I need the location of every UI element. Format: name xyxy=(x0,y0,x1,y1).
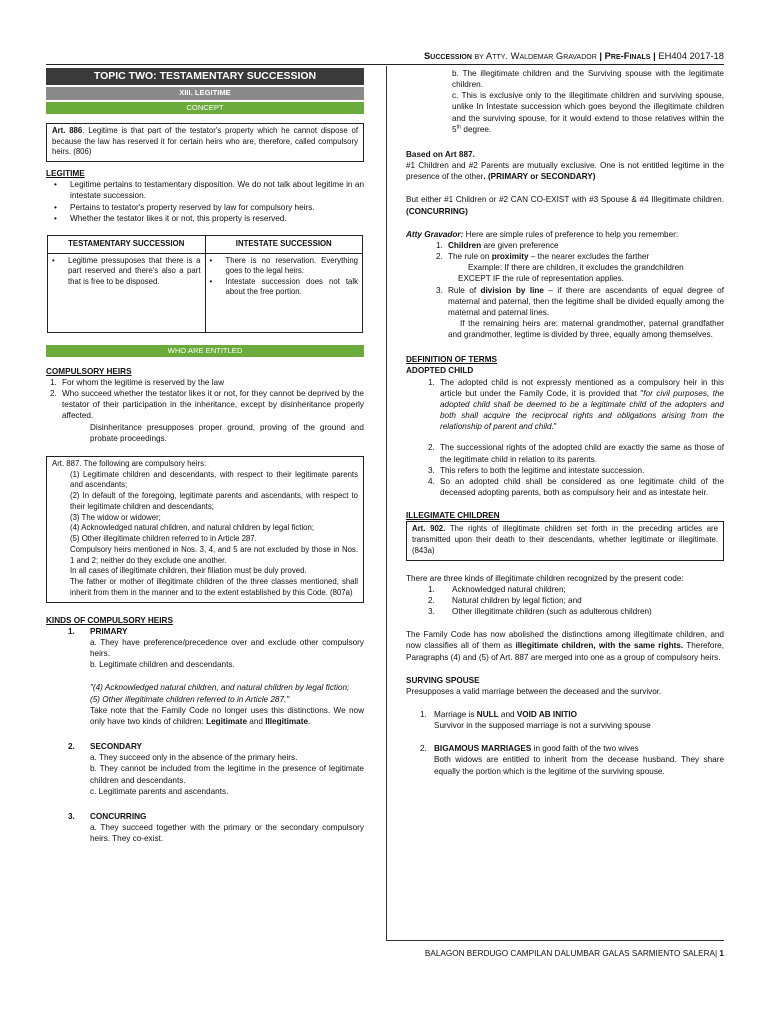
paragraph: In all cases of illegitimate children, their filiation must be duly proved. xyxy=(70,566,307,576)
header-title: Succession xyxy=(424,50,472,61)
header-separator: | xyxy=(650,50,659,61)
left-column xyxy=(46,68,364,844)
surviving-spouse-heading: SURVING SPOUSE xyxy=(406,675,480,685)
topic-title: TOPIC TWO: TESTAMENTARY SUCCESSION xyxy=(46,68,364,85)
except-line: EXCEPT IF the rule of representation applies. xyxy=(458,274,624,284)
page-footer xyxy=(386,948,724,959)
list-item: (2) In default of the foregoing, legitimate parents and ascendants, with respect to their legitimate children and descendants; xyxy=(70,491,358,511)
header-author: by Atty. Waldemar Gravador xyxy=(471,50,597,61)
article-label: Art. 886 xyxy=(52,125,83,135)
footer-authors: BALAGON BERDUGO CAMPILAN DALUMBAR GALAS SARMIENTO SALERA| xyxy=(424,949,718,958)
header-course: EH404 2017-18 xyxy=(658,50,724,61)
list-item: a. They succeed only in the absence of the primary heirs. xyxy=(90,753,298,763)
paragraph: The Family Code has now abolished the distinctions among illegitimate children, and now classifies all of them as illegitimate children, with the same rights. Therefore, Paragraphs (4) and (5) of Art. 887 are merged into one as a group of compulsory heirs. xyxy=(406,630,724,662)
quote: "(4) Acknowledged natural children, and natural children by legal fiction; (5) Other illegitimate children referred to in Article 287." xyxy=(90,683,350,704)
article-902-box xyxy=(406,521,724,560)
header-separator: | xyxy=(596,50,605,61)
list-item: 3. Rule of division by line – if there are ascendants of equal degree of maternal and paternal, then the legitime shall be divided equally among the maternal and paternal lines. xyxy=(436,285,724,317)
list-item: 4. So an adopted child shall be considered as one legitimate child of the deceased adopting parents, both as compulsory heir and as intestate heir. xyxy=(428,476,724,497)
list-item: (1) Legitimate children and descendants, with respect to their legitimate parents and ascendants; xyxy=(70,469,358,490)
comparison-table xyxy=(47,235,363,333)
paragraph: Presupposes a valid marriage between the deceased and the survivor. xyxy=(406,686,662,696)
list-item: b. The illegitimate children and the Surviving spouse with the legitimate children. xyxy=(452,69,724,90)
list-item: • Whether the testator likes it or not, this property is reserved. xyxy=(66,213,364,224)
take-note: Take note that the Family Code no longer uses this distinctions. We now only have two kinds of children: Legitimate and Illegitimate. xyxy=(90,705,364,726)
list-item: • Intestate succession does not talk about the free portion. xyxy=(222,277,359,298)
article-887-box xyxy=(46,456,364,603)
concept-banner: CONCEPT xyxy=(46,102,364,114)
paragraph: The father or mother of illegitimate children of the three classes mentioned, shall inherit from them in the manner and to the extent established by this Code. (807a) xyxy=(70,577,358,597)
paragraph: Compulsory heirs mentioned in Nos. 3, 4, and 5 are not excluded by those in Nos. 1 and 2; neither do they exclude one another. xyxy=(70,544,358,565)
who-entitled-banner: WHO ARE ENTITLED xyxy=(46,345,364,357)
example-line: Example: If there are children, it excludes the grandchildren xyxy=(468,263,684,273)
primary-label: 1. PRIMARY xyxy=(68,626,128,636)
table-cell xyxy=(205,253,363,332)
compulsory-heirs-heading: COMPULSORY HEIRS xyxy=(46,366,132,376)
column-divider xyxy=(386,66,387,940)
based-on-heading: Based on Art 887. xyxy=(406,149,475,159)
page-header xyxy=(386,50,724,63)
list-item-detail: Both widows are entitled to inherit from the decease husband. They share equally the portion which is the legitime of the surviving spouse. xyxy=(434,755,724,776)
list-item: 1. For whom the legitime is reserved by the law xyxy=(50,377,224,387)
definition-heading: DEFINITION OF TERMS xyxy=(406,355,497,365)
atty-note: Atty Gravador: Here are simple rules of preference to help you remember: xyxy=(406,229,679,239)
list-item: 2. Natural children by legal fiction; and xyxy=(428,595,582,605)
list-item: 1. Marriage is NULL and VOID AB INITIO xyxy=(420,709,578,719)
list-item: (5) Other illegitimate children referred to in Article 287. xyxy=(70,534,257,544)
secondary-label: 2. SECONDARY xyxy=(68,742,143,752)
article-886-box xyxy=(46,123,364,162)
header-divider xyxy=(46,64,724,65)
legitime-bullets xyxy=(46,179,364,224)
illegitimate-heading: ILLEGIMATE CHILDREN xyxy=(406,511,500,521)
list-item: a. They succeed together with the primary or the secondary compulsory heirs. They co-exist. xyxy=(90,823,364,844)
paragraph: #1 Children and #2 Parents are mutually exclusive. One is not entitled legitime in the presence of the other. (PRIMARY or SECONDARY) xyxy=(406,161,724,182)
list-item: b. They cannot be included from the legitime in the presence of legitimate children and descendants. xyxy=(90,764,364,785)
table-header: TESTAMENTARY SUCCESSION xyxy=(48,235,206,253)
list-item: • There is no reservation. Everything goes to the legal heirs. xyxy=(222,256,359,277)
disinheritance-note: Disinheritance presupposes proper ground, proving of the ground and probate proceedings. xyxy=(90,422,364,443)
list-item: 1. Children are given preference xyxy=(436,240,559,250)
list-item: (3) The widow or widower; xyxy=(70,512,161,522)
table-header: INTESTATE SUCCESSION xyxy=(205,235,363,253)
right-column xyxy=(406,68,724,777)
section-title: XIII. LEGITIME xyxy=(46,87,364,99)
list-item: • Pertains to testator's property reserved by law for compulsory heirs. xyxy=(66,202,364,213)
list-item: 3. Other illegitimate children (such as adulterous children) xyxy=(428,607,652,617)
concurring-label: 3. CONCURRING xyxy=(68,811,147,821)
adopted-child-heading: ADOPTED CHILD xyxy=(406,366,474,376)
paragraph: But either #1 Children or #2 CAN CO-EXIST with #3 Spouse & #4 Illegitimate children. (CONCURRING) xyxy=(406,195,724,216)
list-item: c. Legitimate parents and ascendants. xyxy=(90,786,229,796)
list-item: b. Legitimate children and descendants. xyxy=(90,660,235,670)
table-cell xyxy=(48,253,206,332)
list-item-detail: Survivor in the supposed marriage is not a surviving spouse xyxy=(434,721,651,731)
list-item: • Legitime pertains to testamentary disposition. We do not talk about legitime in an intestate succession. xyxy=(66,179,364,201)
list-item: a. They have preference/precedence over and exclude other compulsory heirs. xyxy=(90,637,364,659)
list-item: 1. The adopted child is not expressly mentioned as a compulsory heir in this article but under the Family Code, it is provided that "for civil purposes, the adopted child shall be deemed to be a legitimate child of the adopters and both shall acquire the reciprocal rights and obligations arising from the relationship of parent and child." xyxy=(428,377,724,432)
header-term: Pre-Finals xyxy=(604,50,651,61)
list-item: 3. This refers to both the legitime and intestate succession. xyxy=(428,465,645,475)
list-item: 2. BIGAMOUS MARRIAGES in good faith of the two wives xyxy=(420,744,639,754)
list-item: • Legitime pressuposes that there is a part reserved and there's also a part that is free to be disposed. xyxy=(64,256,201,288)
article-text: The rights of illegitimate children set forth in the preceding articles are transmitted upon their death to their descendants, whether legitimate or illegitimate. (843a) xyxy=(412,524,718,555)
article-label: Art. 887 xyxy=(52,458,80,468)
list-item: (4) Acknowledged natural children, and natural children by legal fiction; xyxy=(70,523,315,533)
legitime-heading: LEGITIME xyxy=(46,169,85,179)
page-number: 1 xyxy=(717,949,724,958)
rule-note: If the remaining heirs are: maternal grandmother, paternal grandfather and grandmother, legtime is divided by three, equally among themselves. xyxy=(448,318,724,340)
list-item: c. This is exclusive only to the illegitimate children and surviving spouse, unlike In Intestate succession which goes beyond the illegitimate children and the surviving spouse, for it would extend to those relatives within the 5th degree. xyxy=(452,91,724,134)
list-item: 2. Who succeed whether the testator likes it or not, for they cannot be deprived by the testator of their participation in the inheritance, except by disinheritance properly affected. xyxy=(50,389,364,421)
list-item: 2. The successional rights of the adopted child are exactly the same as those of the legitimate child in relation to its parents. xyxy=(428,443,724,464)
list-item: 2. The rule on proximity – the nearer excludes the farther xyxy=(436,252,650,262)
kinds-heading: KINDS OF COMPULSORY HEIRS xyxy=(46,615,173,625)
footer-divider xyxy=(386,940,724,941)
article-text: . Legitime is that part of the testator's property which he cannot dispose of because the law has reserved it for certain heirs who are, therefore, called compulsory heirs. (806) xyxy=(52,125,358,157)
paragraph: There are three kinds of illegitimate children recognized by the present code: xyxy=(406,573,684,583)
article-intro: . The following are compulsory heirs: xyxy=(79,458,207,468)
article-label: Art. 902. xyxy=(412,524,446,534)
list-item: 1. Acknowledged natural children; xyxy=(428,584,566,594)
